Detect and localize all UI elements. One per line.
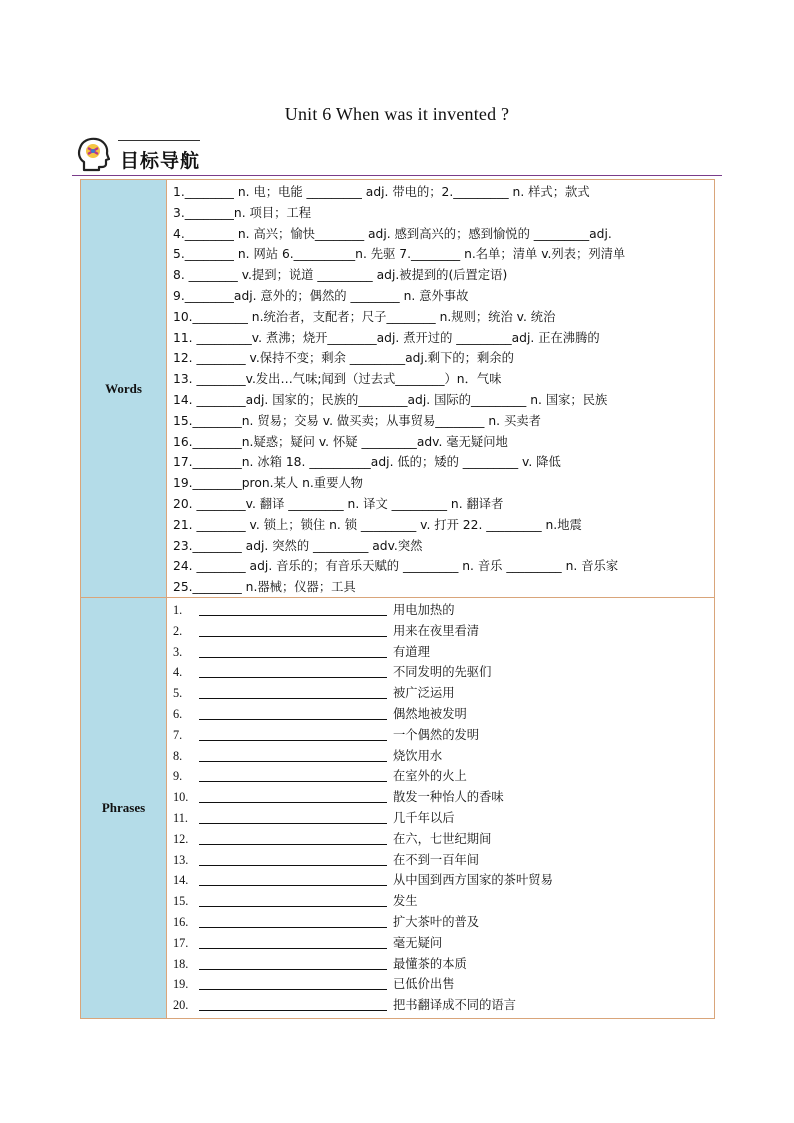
word-row: 4.________ n. 高兴；愉快________ adj. 感到高兴的；感到愉悦的 _________adj. (173, 226, 612, 241)
words-table (80, 179, 715, 598)
word-row: 10._________ n.统治者，支配者；尺子________ n.规则；统治 v. 统治 (173, 309, 556, 324)
phrase-number: 1. (173, 603, 183, 617)
phrase-number: 2. (173, 623, 183, 638)
answer-blank[interactable] (199, 873, 387, 886)
word-row: 24. ________ adj. 音乐的；有音乐天赋的 _________ n. 音乐 _________ n. 音乐家 (173, 559, 619, 574)
phrase-text: 烧饮用水 (393, 748, 443, 763)
phrase-text: 一个偶然的发明 (393, 727, 480, 742)
phrase-text: 在室外的火上 (393, 769, 467, 784)
phrase-text: 发生 (393, 894, 418, 909)
head-brain-icon (76, 136, 110, 174)
word-row: 11. _________v. 煮沸；烧开________adj. 煮开过的 _________adj. 正在沸腾的 (173, 330, 600, 345)
word-row: 14. ________adj. 国家的；民族的________adj. 国际的_________ n. 国家；民族 (173, 392, 608, 407)
phrase-row (173, 870, 710, 891)
phrase-text: 在六，七世纪期间 (393, 831, 492, 846)
phrase-text: 扩大茶叶的普及 (393, 914, 480, 929)
phrase-text: 毫无疑问 (393, 935, 443, 950)
decorative-line (118, 140, 200, 141)
word-row: 25.________ n.器械；仪器；工具 (173, 580, 356, 595)
answer-blank[interactable] (199, 749, 387, 762)
phrase-row (173, 954, 710, 975)
phrase-text: 散发一种怡人的香味 (393, 790, 504, 805)
words-label: Words (105, 380, 142, 396)
answer-blank[interactable] (199, 686, 387, 699)
phrase-number: 5. (173, 686, 183, 701)
phrases-label: Phrases (101, 800, 146, 815)
answer-blank[interactable] (199, 603, 387, 616)
answer-blank[interactable] (199, 728, 387, 741)
word-row: 12. ________ v.保持不变；剩余 _________adj.剩下的；剩余的 (173, 351, 514, 366)
answer-blank[interactable] (199, 977, 387, 990)
page-title: Unit 6 When was it invented ? (284, 104, 510, 124)
phrase-text: 把书翻译成不同的语言 (393, 998, 516, 1013)
phrases-table (80, 598, 715, 1019)
word-row: 1.________ n. 电；电能 _________ adj. 带电的；2._________ n. 样式；款式 (173, 185, 590, 199)
phrase-row (173, 662, 710, 683)
phrase-row (173, 642, 710, 663)
phrase-number: 7. (173, 727, 183, 742)
word-row: 20. ________v. 翻译 _________ n. 译文 _________ n. 翻译者 (173, 496, 504, 511)
phrase-number: 13. (173, 852, 189, 867)
phrase-text: 偶然地被发明 (393, 706, 467, 721)
word-row: 3.________n. 项目；工程 (173, 205, 312, 220)
phrase-number: 6. (173, 706, 183, 721)
answer-blank[interactable] (199, 915, 387, 928)
phrase-number: 19. (173, 977, 189, 992)
section-title: 目标导航 (120, 150, 201, 172)
phrase-text: 最懂茶的本质 (393, 956, 467, 971)
words-list (173, 182, 710, 598)
phrase-row (173, 808, 710, 829)
answer-blank[interactable] (199, 957, 387, 970)
phrase-row (173, 850, 710, 871)
phrase-row (173, 766, 710, 787)
phrase-row (173, 746, 710, 767)
phrase-number: 17. (173, 935, 189, 950)
phrase-row (173, 621, 710, 642)
phrase-row (173, 933, 710, 954)
phrase-text: 在不到一百年间 (393, 852, 480, 867)
phrase-text: 几千年以后 (393, 810, 455, 825)
phrase-row (173, 974, 710, 995)
phrase-number: 3. (173, 644, 183, 659)
answer-blank[interactable] (199, 811, 387, 824)
phrase-text: 不同发明的先驱们 (393, 665, 492, 680)
phrase-number: 8. (173, 748, 183, 763)
answer-blank[interactable] (199, 936, 387, 949)
phrase-text: 被广泛运用 (393, 686, 455, 701)
phrase-row (173, 912, 710, 933)
answer-blank[interactable] (199, 624, 387, 637)
phrase-text: 从中国到西方国家的茶叶贸易 (393, 873, 553, 888)
phrase-number: 20. (173, 998, 189, 1013)
phrase-row (173, 995, 710, 1016)
phrase-row (173, 683, 710, 704)
answer-blank[interactable] (199, 769, 387, 782)
word-row: 5.________ n. 网站 6.__________n. 先驱 7.________ n.名单；清单 v.列表；列清单 (173, 247, 626, 262)
phrase-number: 14. (173, 873, 189, 888)
phrase-number: 10. (173, 790, 189, 805)
answer-blank[interactable] (199, 790, 387, 803)
phrase-number: 9. (173, 769, 183, 784)
phrase-number: 12. (173, 831, 189, 846)
answer-blank[interactable] (199, 832, 387, 845)
word-row: 8. ________ v.提到；说道 _________ adj.被提到的(后置定语) (173, 268, 508, 283)
answer-blank[interactable] (199, 853, 387, 866)
phrase-row (173, 600, 710, 621)
word-row: 16.________n.疑惑；疑问 v. 怀疑 _________adv. 毫无疑问地 (173, 434, 508, 449)
word-row: 19.________pron.某人 n.重要人物 (173, 476, 363, 491)
section-divider (72, 175, 722, 176)
phrase-row (173, 725, 710, 746)
phrase-row (173, 787, 710, 808)
word-row: 17.________n. 冰箱 18. __________adj. 低的；矮的 _________ v. 降低 (173, 455, 561, 470)
phrase-text: 有道理 (393, 644, 430, 659)
phrase-number: 4. (173, 665, 183, 680)
answer-blank[interactable] (199, 998, 387, 1011)
phrase-number: 18. (173, 956, 189, 971)
phrase-text: 用来在夜里看清 (393, 623, 480, 638)
word-row: 23.________ adj. 突然的 _________ adv.突然 (173, 538, 423, 553)
phrase-row (173, 891, 710, 912)
word-row: 15.________n. 贸易；交易 v. 做买卖；从事贸易________ n. 买卖者 (173, 413, 541, 428)
answer-blank[interactable] (199, 645, 387, 658)
phrase-number: 11. (173, 810, 188, 825)
word-row: 21. ________ v. 锁上；锁住 n. 锁 _________ v. 打开 22. _________ n.地震 (173, 517, 582, 532)
word-row: 13. ________v.发出…气味;闻到（过去式________）n．气味 (173, 372, 502, 387)
phrase-number: 16. (173, 914, 189, 929)
phrase-text: 用电加热的 (393, 603, 455, 617)
phrase-row (173, 829, 710, 850)
phrases-list (173, 600, 710, 1016)
phrases-label-cell (81, 598, 167, 1018)
answer-blank[interactable] (199, 707, 387, 720)
answer-blank[interactable] (199, 665, 387, 678)
phrase-text: 已低价出售 (393, 977, 455, 992)
phrase-number: 15. (173, 894, 189, 909)
word-row: 9.________adj. 意外的；偶然的 ________ n. 意外事故 (173, 288, 469, 303)
answer-blank[interactable] (199, 894, 387, 907)
phrase-row (173, 704, 710, 725)
words-label-cell (81, 180, 167, 597)
